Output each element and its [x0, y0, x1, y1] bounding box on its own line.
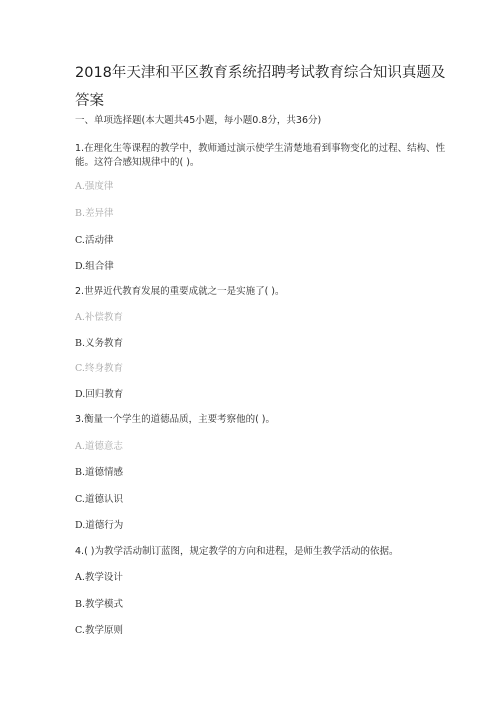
question-4-option-a: A.教学设计 [75, 572, 123, 583]
question-3-option-a: A.道德意志 [75, 441, 123, 452]
question-1-option-b: B.差异律 [75, 208, 114, 219]
document-title-line-1: 2018年天津和平区教育系统招聘考试教育综合知识真题及 [75, 65, 446, 81]
question-2-option-c: C.终身教育 [75, 363, 123, 374]
question-1-option-c: C.活动律 [75, 235, 114, 246]
question-2-option-d: D.回归教育 [75, 389, 124, 400]
question-1-stem-line-1: 1.在理化生等课程的教学中，教师通过演示使学生清楚地看到事物变化的过程、结构、性 [75, 143, 446, 154]
question-4-option-b: B.教学模式 [75, 599, 124, 610]
question-3-option-c: C.道德认识 [75, 494, 123, 505]
question-4-option-c: C.教学原则 [75, 625, 123, 636]
question-4-stem: 4.( )为教学活动制订蓝图，规定教学的方向和进程，是师生教学活动的依据。 [75, 546, 399, 557]
question-3-option-b: B.道德情感 [75, 467, 124, 478]
document-title-line-2: 答案 [75, 93, 104, 109]
question-2-stem: 2.世界近代教育发展的重要成就之一是实施了( )。 [75, 286, 285, 297]
question-3-stem: 3.衡量一个学生的道德品质，主要考察他的( )。 [75, 414, 275, 425]
question-2-option-b: B.义务教育 [75, 338, 124, 349]
question-1-stem-line-2: 能。这符合感知规律中的( )。 [75, 157, 200, 168]
question-3-option-d: D.道德行为 [75, 520, 124, 531]
question-1-option-d: D.组合律 [75, 261, 114, 272]
question-2-option-a: A.补偿教育 [75, 312, 123, 323]
section-heading: 一、单项选择题(本大题共45小题，每小题0.8分，共36分) [75, 115, 322, 126]
question-1-option-a: A.强度律 [75, 181, 114, 192]
